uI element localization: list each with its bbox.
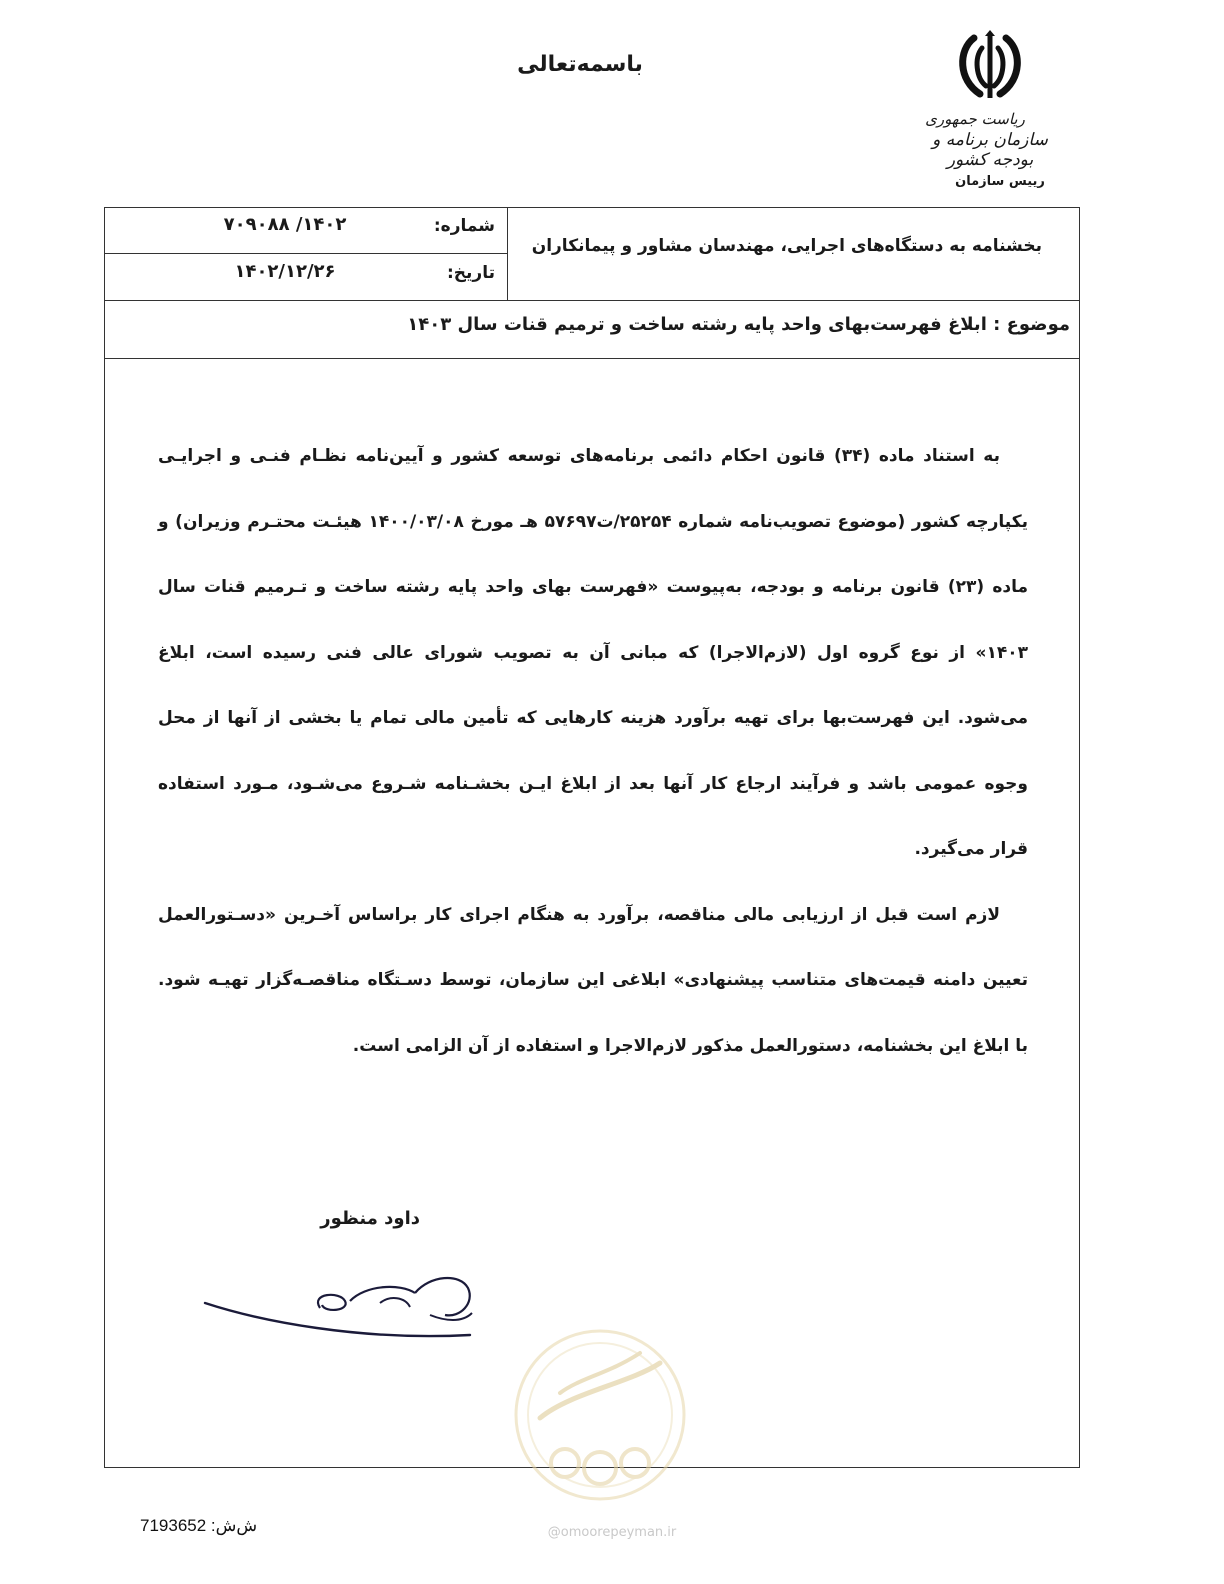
- header-divider: [507, 208, 508, 301]
- subject-line: موضوع : ابلاغ فهرست‌بهای واحد پایه رشته ساخت و ترمیم قنات سال ۱۴۰۳: [407, 314, 1070, 335]
- letter-body: [158, 424, 1028, 1079]
- watermark-logo: [510, 1323, 690, 1513]
- body-paragraph-2: لازم است قبل از ارزیابی مالی مناقصه، برآورد به هنگام اجرای کار براساس آخـرین «دسـتورالعمل تعیین دامنه قیمت‌های متناسب پیشنهادی» ابلاغی این سازمان، توسط دسـتگاه مناقصـه‌گزار تهیـه شود. با ابلاغ این بخشنامه، دستورالعمل مذکور لازم‌الاجرا و استفاده از آن الزامی است.: [158, 904, 1028, 1056]
- bismillah-heading: باسمه‌تعالی: [517, 52, 643, 77]
- org-presidency-line: ریاست جمهوری: [925, 110, 1025, 128]
- subject-bottom-line: [105, 358, 1079, 359]
- date-label: تاریخ:: [447, 263, 495, 283]
- signer-name: داود منظور: [320, 1208, 420, 1229]
- org-head-line: رییس سازمان: [955, 174, 1045, 189]
- number-label: شماره:: [433, 216, 495, 236]
- date-value: ۱۴۰۲/۱۲/۲۶: [234, 261, 336, 282]
- meta-divider: [105, 253, 507, 254]
- footer-serial-label: ش‌ش:: [210, 1516, 258, 1535]
- header-bottom-line: [105, 300, 1079, 301]
- org-name-line: سازمان برنامه و بودجه کشور: [932, 130, 1048, 170]
- footer-serial-value: 7193652: [140, 1516, 207, 1535]
- body-paragraph-1: به استناد ماده (۳۴) قانون احکام دائمی برنامه‌های توسعه کشور و آیین‌نامه نظـام فنـی و اجرایـی یکپارچه کشور (موضوع تصویب‌نامه شماره ۲۵۲۵۴/ت۵۷۶۹۷ هـ مورخ ۱۴۰۰/۰۳/۰۸ هیئـت محتـرم وزیران) و ماده (۲۳) قانون برنامه و بودجه، به‌پیوست «فهرست بهای واحد پایه رشته ساخت و تـرمیم قنات سال ۱۴۰۳» از نوع گروه اول (لازم‌الاجرا) که مبانی آن به تصویب شورای عالی فنی رسیده است، ابلاغ می‌شود. این فهرست‌بها برای تهیه برآورد هزینه کارهایی که تأمین مالی تمام یا بخشی از آنها از محل وجوه عمومی باشد و فرآیند ارجاع کار آنها بعد از ابلاغ ایـن بخشـنامه شـروع می‌شـود، مـورد استفاده قرار می‌گیرد.: [158, 446, 1029, 859]
- handwritten-signature: [200, 1263, 490, 1353]
- watermark-site: @omoorepeyman.ir: [547, 1525, 677, 1540]
- number-value: ۱۴۰۲/ ۷۰۹۰۸۸: [223, 214, 347, 235]
- footer-serial: [140, 1516, 270, 1536]
- letter-frame: [104, 207, 1080, 1468]
- organization-header: [925, 28, 1055, 189]
- iran-emblem-icon: [952, 28, 1028, 104]
- recipients-line: بخشنامه به دستگاه‌های اجرایی، مهندسان مشاور و پیمانکاران: [531, 236, 1042, 256]
